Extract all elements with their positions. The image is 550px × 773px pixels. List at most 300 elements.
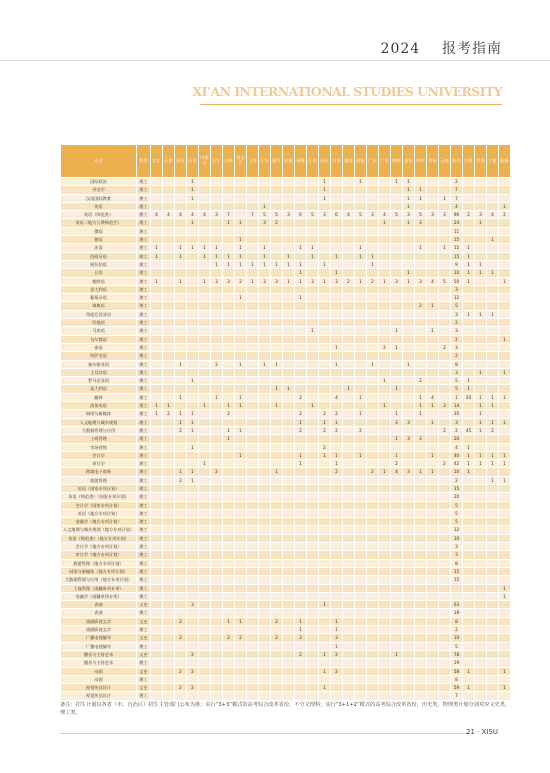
quota-cell (259, 493, 271, 501)
quota-cell (235, 659, 247, 667)
quota-cell: 1 (463, 252, 475, 260)
quota-cell (343, 368, 355, 376)
quota-cell: 1 (331, 626, 343, 634)
quota-cell (439, 368, 451, 376)
quota-cell (367, 484, 379, 492)
quota-cell (379, 385, 391, 393)
quota-cell (367, 343, 379, 351)
quota-cell: 35 (451, 410, 463, 418)
quota-cell (187, 659, 199, 667)
quota-cell (475, 584, 487, 592)
quota-cell (247, 601, 259, 609)
quota-cell (343, 626, 355, 634)
quota-cell (271, 285, 283, 293)
quota-cell (499, 534, 511, 542)
quota-cell (187, 634, 199, 642)
quota-cell: 1 (271, 385, 283, 393)
quota-cell: 1 (331, 252, 343, 260)
quota-cell (283, 310, 295, 318)
quota-cell (403, 451, 415, 459)
table-row (61, 675, 511, 683)
quota-cell (151, 294, 163, 302)
quota-cell: 1 (307, 402, 319, 410)
quota-cell (355, 368, 367, 376)
quota-cell (307, 543, 319, 551)
quota-cell (271, 501, 283, 509)
quota-cell: 8 (451, 360, 463, 368)
quota-cell (247, 393, 259, 401)
quota-cell (199, 385, 211, 393)
quota-cell (427, 178, 439, 186)
quota-cell: 1 (463, 684, 475, 692)
quota-cell (343, 659, 355, 667)
quota-cell (283, 551, 295, 559)
quota-cell (343, 468, 355, 476)
quota-cell: 5 (391, 211, 403, 219)
quota-cell (259, 368, 271, 376)
quota-cell (343, 260, 355, 268)
quota-cell: 1 (223, 617, 235, 625)
quota-cell: 1 (499, 684, 511, 692)
quota-cell (223, 692, 235, 700)
quota-cell (427, 484, 439, 492)
quota-cell (235, 194, 247, 202)
quota-cell (355, 202, 367, 210)
quota-cell (439, 410, 451, 418)
quota-cell (307, 634, 319, 642)
quota-cell (235, 642, 247, 650)
quota-cell: 14 (451, 402, 463, 410)
quota-cell (331, 543, 343, 551)
quota-cell (367, 393, 379, 401)
quota-cell (379, 327, 391, 335)
quota-cell (499, 626, 511, 634)
quota-cell (487, 518, 499, 526)
quota-cell: 1 (475, 451, 487, 459)
quota-cell: 5 (451, 509, 463, 517)
quota-cell (211, 410, 223, 418)
column-header: 安徽 (283, 145, 295, 178)
quota-cell (271, 418, 283, 426)
quota-cell (319, 526, 331, 534)
quota-cell: 4 (199, 211, 211, 219)
quota-cell (259, 559, 271, 567)
quota-cell (427, 269, 439, 277)
quota-cell: 1 (199, 244, 211, 252)
quota-cell (259, 236, 271, 244)
quota-cell: 2 (367, 468, 379, 476)
quota-cell: 1 (295, 451, 307, 459)
quota-cell (427, 634, 439, 642)
quota-cell (211, 567, 223, 575)
quota-cell: 3 (283, 211, 295, 219)
quota-cell (247, 360, 259, 368)
quota-cell (499, 551, 511, 559)
quota-cell (439, 269, 451, 277)
quota-cell: 2 (451, 426, 463, 434)
quota-cell (367, 335, 379, 343)
quota-cell (247, 692, 259, 700)
quota-cell (439, 626, 451, 634)
quota-cell (283, 377, 295, 385)
quota-cell: 3 (451, 343, 463, 351)
quota-cell: 5 (259, 211, 271, 219)
quota-cell (391, 377, 403, 385)
quota-cell (307, 426, 319, 434)
quota-cell: 2 (331, 426, 343, 434)
quota-cell (151, 335, 163, 343)
quota-cell (259, 426, 271, 434)
quota-cell (259, 684, 271, 692)
quota-cell (331, 509, 343, 517)
subject-category-cell: 理工 (137, 260, 151, 268)
quota-cell: 2 (295, 426, 307, 434)
quota-cell (331, 385, 343, 393)
quota-cell (487, 219, 499, 227)
quota-cell: 1 (487, 236, 499, 244)
quota-cell (199, 443, 211, 451)
quota-cell (259, 186, 271, 194)
major-name-cell: 动画 (61, 675, 137, 683)
quota-cell (355, 493, 367, 501)
quota-cell (211, 543, 223, 551)
table-row (61, 360, 511, 368)
quota-cell (379, 509, 391, 517)
quota-cell (355, 327, 367, 335)
quota-cell (295, 360, 307, 368)
quota-cell (367, 186, 379, 194)
quota-cell (355, 617, 367, 625)
quota-cell (259, 327, 271, 335)
quota-cell (199, 567, 211, 575)
quota-cell: 3 (259, 277, 271, 285)
quota-cell (379, 609, 391, 617)
quota-cell (247, 509, 259, 517)
quota-cell (391, 509, 403, 517)
subject-category-cell: 理工 (137, 543, 151, 551)
quota-cell (211, 584, 223, 592)
quota-cell: 2 (295, 393, 307, 401)
column-header: 辽宁 (211, 145, 223, 178)
quota-cell (379, 393, 391, 401)
quota-cell (187, 269, 199, 277)
quota-cell (415, 294, 427, 302)
quota-cell (223, 468, 235, 476)
quota-cell (367, 493, 379, 501)
quota-cell (379, 443, 391, 451)
quota-cell (199, 543, 211, 551)
subject-category-cell: 理工 (137, 526, 151, 534)
quota-cell (211, 178, 223, 186)
quota-cell (163, 543, 175, 551)
quota-cell (259, 385, 271, 393)
quota-cell (439, 501, 451, 509)
quota-cell (439, 551, 451, 559)
quota-cell (175, 402, 187, 410)
quota-cell (163, 650, 175, 658)
quota-cell (283, 285, 295, 293)
quota-cell: 1 (283, 252, 295, 260)
quota-cell (187, 227, 199, 235)
quota-cell (223, 360, 235, 368)
quota-cell (391, 567, 403, 575)
quota-cell: 1 (499, 393, 511, 401)
quota-cell (235, 377, 247, 385)
subject-category-cell: 理工 (137, 576, 151, 584)
quota-cell: 1 (235, 294, 247, 302)
quota-cell (199, 626, 211, 634)
quota-cell (487, 186, 499, 194)
quota-cell (427, 194, 439, 202)
quota-cell (355, 567, 367, 575)
quota-cell (487, 368, 499, 376)
quota-cell: 10 (451, 468, 463, 476)
quota-cell: 1 (199, 252, 211, 260)
quota-cell (379, 642, 391, 650)
quota-cell (319, 219, 331, 227)
quota-cell (379, 584, 391, 592)
quota-cell (199, 650, 211, 658)
table-row (61, 650, 511, 658)
quota-cell (355, 468, 367, 476)
subject-category-cell: 理工 (137, 592, 151, 600)
quota-cell (319, 360, 331, 368)
quota-cell (343, 509, 355, 517)
quota-cell (175, 178, 187, 186)
subject-category-cell: 理工 (137, 194, 151, 202)
quota-cell (151, 443, 163, 451)
quota-cell (151, 692, 163, 700)
quota-cell (163, 684, 175, 692)
subject-category-cell: 理工 (137, 319, 151, 327)
quota-cell: 7 (451, 194, 463, 202)
quota-cell: 4 (151, 211, 163, 219)
table-row (61, 509, 511, 517)
quota-cell (355, 302, 367, 310)
quota-cell: 1 (223, 435, 235, 443)
quota-cell (343, 617, 355, 625)
quota-cell (499, 675, 511, 683)
quota-cell (247, 451, 259, 459)
quota-cell (295, 692, 307, 700)
quota-cell: 15 (451, 576, 463, 584)
quota-cell: 3 (223, 277, 235, 285)
quota-cell (355, 377, 367, 385)
quota-cell (355, 551, 367, 559)
quota-cell: 1 (223, 252, 235, 260)
quota-cell (487, 277, 499, 285)
major-name-cell: 国际政治 (61, 178, 137, 186)
quota-cell (331, 592, 343, 600)
quota-cell (475, 634, 487, 642)
major-name-cell: 工商管理 (61, 435, 137, 443)
quota-cell (163, 692, 175, 700)
quota-cell (307, 567, 319, 575)
quota-cell (379, 186, 391, 194)
quota-cell (499, 650, 511, 658)
subject-category-cell: 理工 (137, 692, 151, 700)
quota-cell (415, 343, 427, 351)
quota-cell (199, 368, 211, 376)
quota-cell (259, 526, 271, 534)
quota-cell (199, 269, 211, 277)
quota-cell (187, 302, 199, 310)
quota-cell (175, 269, 187, 277)
quota-cell (163, 368, 175, 376)
quota-cell (319, 368, 331, 376)
quota-cell (151, 435, 163, 443)
quota-cell: 3 (439, 402, 451, 410)
subject-category-cell: 理工 (137, 659, 151, 667)
quota-cell (331, 352, 343, 360)
quota-cell (427, 584, 439, 592)
quota-cell: 1 (487, 269, 499, 277)
major-name-cell: 大数据管理与应用（地方专项计划） (61, 576, 137, 584)
quota-cell (223, 675, 235, 683)
quota-cell (487, 178, 499, 186)
quota-cell (187, 592, 199, 600)
quota-cell: 10 (451, 269, 463, 277)
quota-cell (259, 534, 271, 542)
quota-cell: 1 (247, 260, 259, 268)
quota-cell (271, 393, 283, 401)
quota-cell (199, 310, 211, 318)
quota-cell (499, 294, 511, 302)
quota-cell (427, 360, 439, 368)
quota-cell (331, 551, 343, 559)
quota-cell: 1 (271, 468, 283, 476)
quota-cell (343, 526, 355, 534)
quota-cell (355, 609, 367, 617)
quota-cell (439, 675, 451, 683)
quota-cell (199, 493, 211, 501)
quota-cell (343, 285, 355, 293)
major-name-cell: 印度尼西亚语 (61, 310, 137, 318)
quota-cell (199, 377, 211, 385)
quota-cell (199, 609, 211, 617)
subject-category-cell: 理工 (137, 252, 151, 260)
quota-cell (355, 626, 367, 634)
quota-cell: 1 (151, 277, 163, 285)
quota-cell (403, 592, 415, 600)
quota-cell (283, 178, 295, 186)
quota-cell (211, 650, 223, 658)
major-name-cell: 旅游管理 (61, 476, 137, 484)
quota-cell (367, 327, 379, 335)
quota-cell (175, 451, 187, 459)
quota-cell (247, 559, 259, 567)
quota-cell: 1 (331, 418, 343, 426)
quota-cell (199, 476, 211, 484)
quota-cell (403, 252, 415, 260)
quota-cell (415, 493, 427, 501)
quota-cell (283, 393, 295, 401)
quota-cell: 1 (463, 460, 475, 468)
quota-cell (463, 543, 475, 551)
quota-cell (343, 534, 355, 542)
quota-cell: 2 (223, 410, 235, 418)
quota-cell (343, 178, 355, 186)
quota-cell (367, 675, 379, 683)
quota-cell (211, 219, 223, 227)
quota-cell (427, 476, 439, 484)
quota-cell: 1 (235, 393, 247, 401)
quota-cell (187, 252, 199, 260)
quota-cell (235, 227, 247, 235)
quota-cell (367, 385, 379, 393)
subject-category-cell: 理工 (137, 377, 151, 385)
quota-cell: 3 (331, 277, 343, 285)
quota-cell (415, 650, 427, 658)
quota-cell (367, 518, 379, 526)
quota-cell: 1 (259, 252, 271, 260)
quota-cell (379, 368, 391, 376)
quota-cell: 15 (451, 236, 463, 244)
quota-cell (247, 335, 259, 343)
quota-cell (307, 294, 319, 302)
quota-cell (355, 227, 367, 235)
quota-cell (487, 377, 499, 385)
subject-category-cell: 理工 (137, 418, 151, 426)
quota-cell (295, 285, 307, 293)
quota-cell (283, 236, 295, 244)
quota-cell (223, 484, 235, 492)
quota-cell (235, 667, 247, 675)
quota-cell (295, 194, 307, 202)
quota-cell (319, 675, 331, 683)
major-name-cell: 网络与新媒体 (61, 410, 137, 418)
quota-cell (451, 584, 463, 592)
quota-cell (271, 484, 283, 492)
quota-cell (427, 435, 439, 443)
quota-cell (319, 285, 331, 293)
quota-cell (355, 650, 367, 658)
quota-cell (151, 518, 163, 526)
table-row (61, 418, 511, 426)
quota-cell (391, 186, 403, 194)
quota-cell: 1 (391, 435, 403, 443)
quota-cell (439, 634, 451, 642)
column-header: 重庆 (403, 145, 415, 178)
quota-cell (151, 543, 163, 551)
quota-cell (379, 410, 391, 418)
subject-category-cell: 理工 (137, 484, 151, 492)
quota-cell (319, 518, 331, 526)
quota-cell (343, 335, 355, 343)
quota-cell (475, 617, 487, 625)
quota-cell (463, 626, 475, 634)
quota-cell: 8 (451, 675, 463, 683)
quota-cell: 1 (151, 244, 163, 252)
quota-cell (283, 294, 295, 302)
quota-cell (163, 244, 175, 252)
quota-cell (391, 202, 403, 210)
quota-cell (151, 601, 163, 609)
quota-cell (283, 634, 295, 642)
quota-cell (319, 468, 331, 476)
quota-cell (283, 684, 295, 692)
quota-cell (391, 269, 403, 277)
quota-cell: 1 (403, 269, 415, 277)
quota-cell (391, 584, 403, 592)
quota-cell (439, 219, 451, 227)
quota-cell (247, 186, 259, 194)
quota-cell (343, 377, 355, 385)
column-header: 湖北 (343, 145, 355, 178)
quota-cell (463, 609, 475, 617)
quota-cell (151, 667, 163, 675)
quota-cell (499, 493, 511, 501)
